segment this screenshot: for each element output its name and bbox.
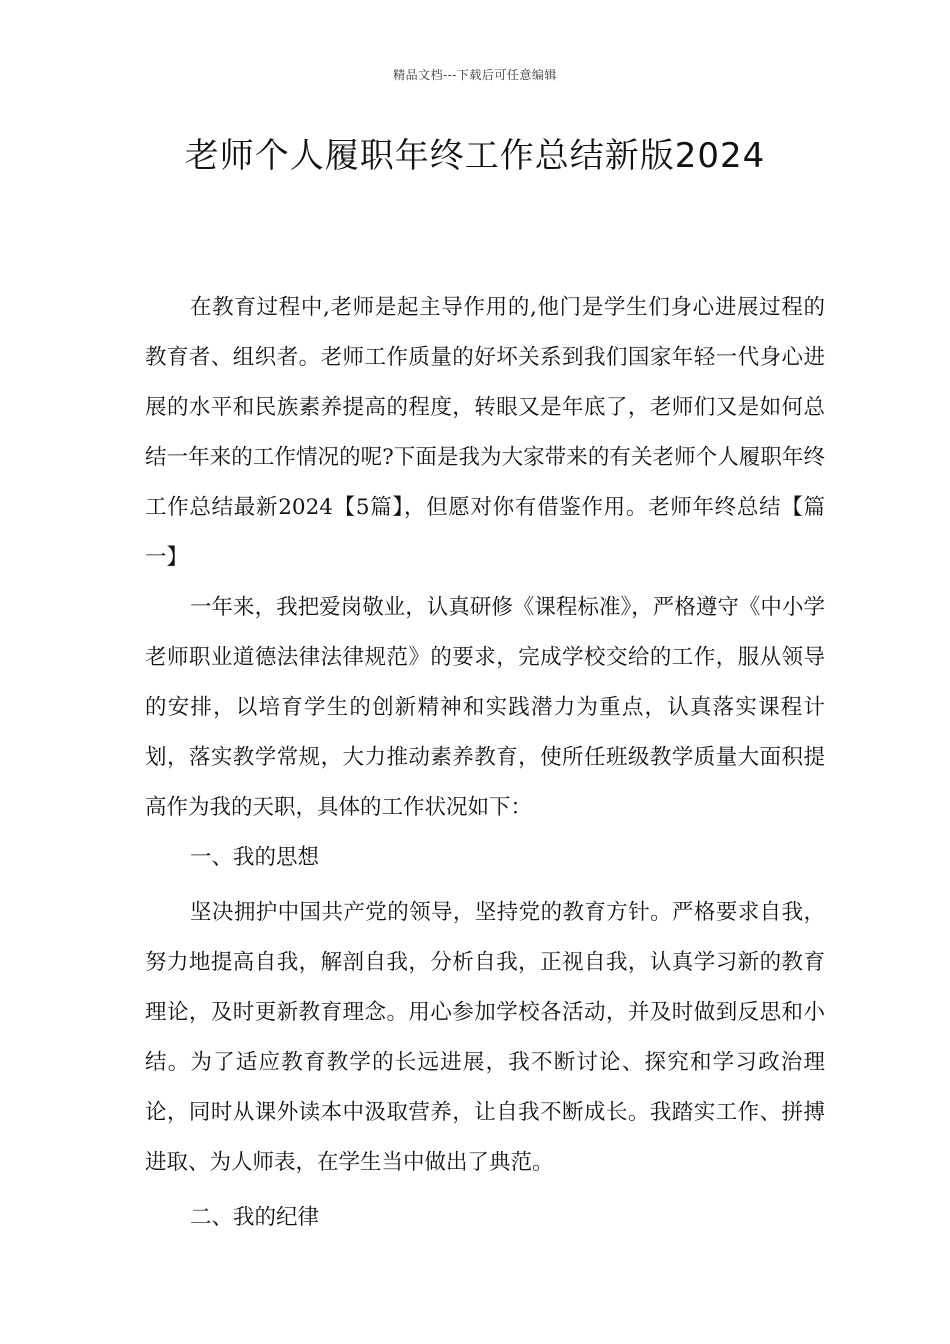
intro-paragraph: 在教育过程中,老师是起主导作用的,他门是学生们身心进展过程的教育者、组织者。老师工作质量的好坏关系到我们国家年轻一代身心进展的水平和民族素养提高的程度，转眼又是年底了，老师们又是如何总结一年来的工作情况的呢?下面是我为大家带来的有关老师个人履职年终工作总结最新2024【5篇】，但愿对你有借鉴作用。老师年终总结【篇一】 bbox=[145, 295, 825, 570]
paragraph-1: 一年来，我把爱岗敬业，认真研修《课程标准》，严格遵守《中小学老师职业道德法律法律规范》的要求，完成学校交给的工作，服从领导的安排，以培育学生的创新精神和实践潜力为重点，认真落实课程计划，落实教学常规，大力推动素养教育，使所任班级教学质量大面积提高作为我的天职，具体的工作状况如下： bbox=[145, 595, 825, 820]
document-title: 老师个人履职年终工作总结新版2024 bbox=[184, 136, 766, 176]
document-body bbox=[145, 283, 825, 1243]
section-heading-1: 一、我的思想 bbox=[190, 845, 320, 870]
paragraph-2: 坚决拥护中国共产党的领导，坚持党的教育方针。严格要求自我，努力地提高自我，解剖自我，分析自我，正视自我，认真学习新的教育理论，及时更新教育理念。用心参加学校各活动，并及时做到反思和小结。为了适应教育教学的长远进展，我不断讨论、探究和学习政治理论，同时从课外读本中汲取营养，让自我不断成长。我踏实工作、拼搏进取、为人师表，在学生当中做出了典范。 bbox=[145, 900, 825, 1175]
header-note: 精品文档---下载后可任意编辑 bbox=[393, 68, 557, 82]
section-heading-2: 二、我的纪律 bbox=[190, 1205, 320, 1230]
